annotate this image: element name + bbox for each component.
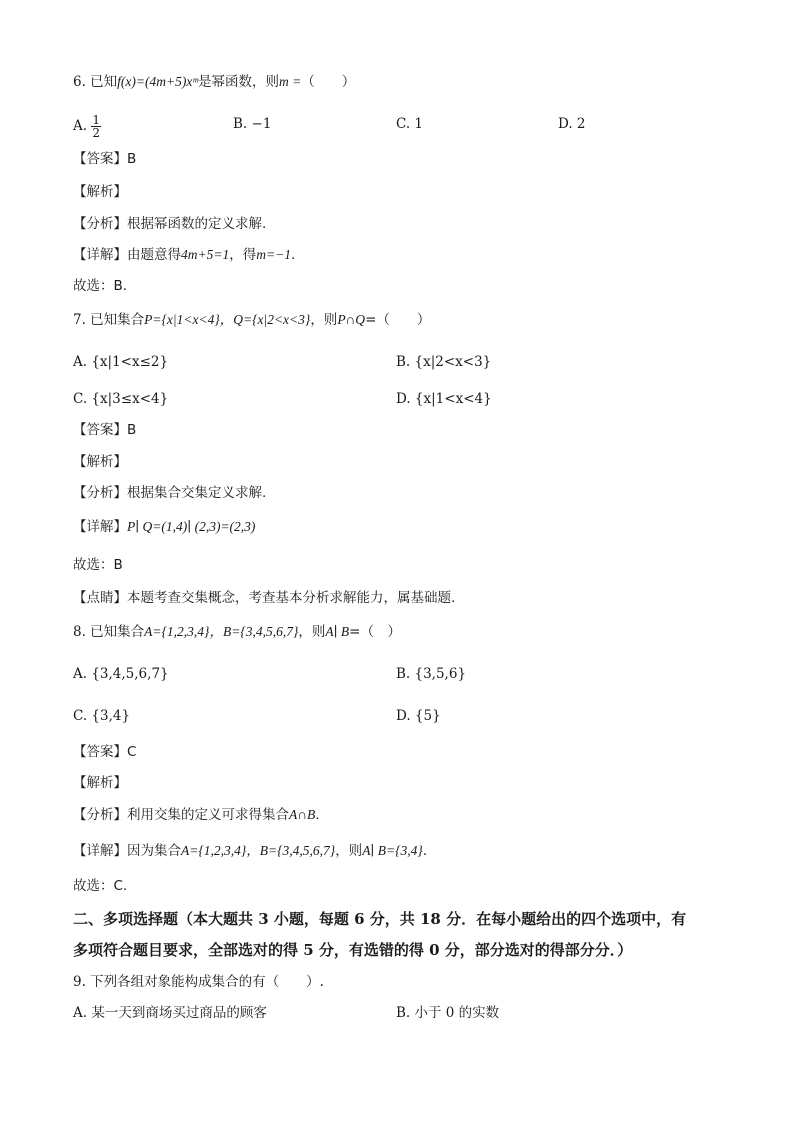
section-heading-line1: 二、多项选择题（本大题共 3 小题，每题 6 分，共 18 分．在每小题给出的四个选项中，有 [73,910,687,928]
q8-option-c: C. {3,4} [73,708,131,724]
q7-option-a: A. {x|1<x≤2} [73,354,169,370]
q9-option-a: A. 某一天到商场买过商品的顾客 [73,1005,267,1021]
q6-option-b: B. −1 [233,116,272,132]
q6-stem: 6. 已知f(x)=(4m+5)xᵐ是幂函数，则m =（ ） [73,74,356,90]
q8-choose: 故选：C. [73,878,128,894]
q7-choose: 故选：B [73,557,123,573]
q8-fenxi: 【分析】利用交集的定义可求得集合A∩B. [73,807,320,823]
q7-dianjing: 【点睛】本题考查交集概念，考查基本分析求解能力，属基础题. [73,590,456,606]
q9-option-b: B. 小于 0 的实数 [396,1005,500,1021]
q7-answer: 【答案】B [73,422,137,438]
q6-answer: 【答案】B [73,151,137,167]
q6-option-d: D. 2 [558,116,586,132]
q6-analysis-heading: 【解析】 [73,184,127,200]
q7-option-b: B. {x|2<x<3} [396,354,492,370]
section-heading-line2: 多项符合题目要求，全部选对的得 5 分，有选错的得 0 分，部分选对的得部分分．） [73,941,633,959]
fraction: $\frac{1}{2}$ [92,113,100,140]
q7-stem: 7. 已知集合P={x|1<x<4}，Q={x|2<x<3}，则P∩Q=（ ） [73,312,431,328]
q7-analysis-heading: 【解析】 [73,454,127,470]
q8-option-b: B. {3,5,6} [396,666,467,682]
q6-detail: 【详解】由题意得4m+5=1，得m=−1. [73,247,296,263]
q7-detail: 【详解】P∣ Q=(1,4)∣ (2,3)=(2,3) [73,519,256,535]
q7-option-d: D. {x|1<x<4} [396,391,492,407]
q8-stem: 8. 已知集合A={1,2,3,4}，B={3,4,5,6,7}，则A∣ B=（ ） [73,624,401,640]
q6-fenxi: 【分析】根据幂函数的定义求解. [73,216,267,232]
q7-fenxi: 【分析】根据集合交集定义求解. [73,485,267,501]
q6-choose: 故选：B. [73,278,128,294]
q8-detail: 【详解】因为集合A={1,2,3,4}，B={3,4,5,6,7}，则A∣ B={3,4}. [73,843,428,859]
q7-option-c: C. {x|3≤x<4} [73,391,169,407]
q6-option-a: A. $\frac{1}{2}$ [73,113,100,140]
q8-analysis-heading: 【解析】 [73,775,127,791]
q8-option-d: D. {5} [396,708,441,724]
q9-stem: 9. 下列各组对象能构成集合的有（ ）. [73,974,324,990]
q8-answer: 【答案】C [73,744,137,760]
q8-option-a: A. {3,4,5,6,7} [73,666,169,682]
q6-option-c: C. 1 [396,116,424,132]
